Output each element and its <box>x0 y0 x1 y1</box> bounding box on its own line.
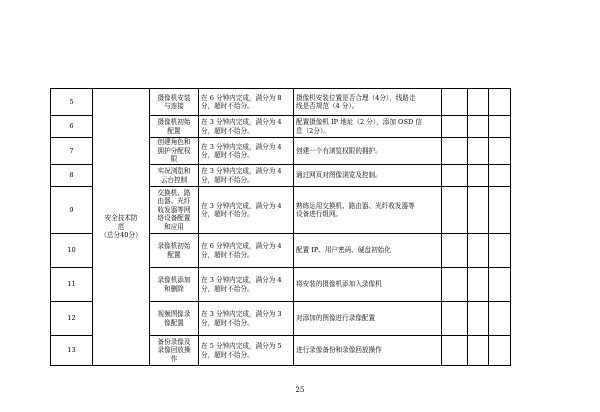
requirement-cell <box>199 138 294 165</box>
blank-cell <box>468 336 489 366</box>
requirement-line: 在 6 分钟内完成，满分为 8 <box>201 93 282 102</box>
blank-cell <box>489 268 511 302</box>
requirement-line: 在 3 分钟内完成，满分为 4 <box>201 118 282 127</box>
item-cell <box>150 89 199 116</box>
item-cell <box>150 187 199 234</box>
item-cell <box>150 268 199 302</box>
item-line: 录像机添加 <box>157 276 191 285</box>
item-line: 实况浏览和 <box>157 167 191 176</box>
requirement-line: 在 3 分钟内完成，满分为 4 <box>201 142 282 151</box>
table-row <box>51 89 511 116</box>
blank-cell <box>468 187 489 234</box>
blank-cell <box>468 302 489 336</box>
blank-cell <box>489 165 511 187</box>
item-line: 交换机、路 <box>157 188 191 197</box>
item-line: 由器、光纤 <box>157 197 191 206</box>
requirement-line: 分，超时不给分。 <box>201 102 254 110</box>
item-line: 视频图像录 <box>157 310 191 319</box>
requirement-cell <box>199 302 294 336</box>
item-cell <box>150 116 199 138</box>
blank-cell <box>442 268 468 302</box>
standard-line: 配置 IP、用户密码、硬盘初始化 <box>296 246 391 255</box>
standard-line: 设备进行组网。 <box>296 210 343 218</box>
standard-line: 对添加的图像进行录像配置 <box>296 314 376 323</box>
standard-cell <box>294 89 442 116</box>
item-line: 配置 <box>167 250 181 259</box>
category-label: （总分40分） <box>100 231 142 240</box>
blank-cell <box>468 165 489 187</box>
standard-line: 息（2分）。 <box>296 126 330 135</box>
requirement-line: 分，超时不给分。 <box>201 151 254 159</box>
item-line: 创建角色和 <box>157 138 191 147</box>
blank-cell <box>442 116 468 138</box>
requirement-line: 分，超时不给分。 <box>201 350 254 359</box>
blank-cell <box>468 268 489 302</box>
item-cell <box>150 234 199 268</box>
blank-cell <box>442 89 468 116</box>
item-line: 与连接 <box>164 102 184 110</box>
standard-line: 摄像机安装位置是否合理（4分），线路走 <box>296 93 416 102</box>
requirement-cell <box>199 89 294 116</box>
requirement-line: 分，超时不给分。 <box>201 210 254 218</box>
item-line: 限 <box>170 155 178 164</box>
standard-line: 线是否规范（4 分）。 <box>296 102 359 110</box>
item-cell <box>150 138 199 165</box>
standard-line: 将安装的摄像机添加入录像机 <box>296 280 382 289</box>
requirement-cell <box>199 336 294 366</box>
standard-line: 配置摄像机 IP 地址（2 分），添加 OSD 信 <box>296 118 422 127</box>
requirement-line: 在 3 分钟内完成，满分为 3 <box>201 310 282 319</box>
blank-cell <box>489 336 511 366</box>
page-number: 25 <box>295 386 305 394</box>
item-line: 配置 <box>167 126 181 135</box>
standard-cell <box>294 302 442 336</box>
requirement-line: 分，超时不给分。 <box>201 175 254 184</box>
requirement-line: 分，超时不给分。 <box>201 250 254 259</box>
blank-cell <box>442 336 468 366</box>
standard-line: 熟练运用交换机、路由器、光纤收发器等 <box>296 201 415 210</box>
item-line: 云台控制 <box>160 175 188 184</box>
standard-cell <box>294 268 442 302</box>
requirement-cell <box>199 165 294 187</box>
category-label: 安全技术防 <box>104 214 138 223</box>
standard-cell <box>294 234 442 268</box>
item-cell <box>150 165 199 187</box>
category-cell <box>93 89 150 366</box>
item-line: 拥护分配权 <box>157 146 191 155</box>
item-line: 和应用 <box>164 222 184 231</box>
standard-line: 创建一个有浏览权限的拥护。 <box>296 146 382 155</box>
requirement-line: 分，超时不给分。 <box>201 318 254 327</box>
item-line: 录像回放操 <box>157 346 191 355</box>
item-line: 备份录像及 <box>157 337 191 346</box>
item-line: 收发器等网 <box>157 205 191 214</box>
category-label: 范 <box>117 222 125 231</box>
row-number: 9 <box>51 187 93 234</box>
item-line: 摄像机初始 <box>157 118 191 127</box>
item-line: 摄像机安装 <box>157 93 191 102</box>
row-number: 5 <box>51 89 93 116</box>
requirement-cell <box>199 187 294 234</box>
item-line: 作 <box>170 354 178 363</box>
blank-cell <box>489 116 511 138</box>
requirement-cell <box>199 268 294 302</box>
row-number: 11 <box>51 268 93 302</box>
blank-cell <box>442 138 468 165</box>
blank-cell <box>468 234 489 268</box>
item-line: 络设备配置 <box>157 214 191 223</box>
requirement-line: 在 3 分钟内完成，满分为 4 <box>201 167 282 176</box>
standard-cell <box>294 336 442 366</box>
requirement-cell <box>199 116 294 138</box>
scoring-table <box>50 88 511 366</box>
row-number: 6 <box>51 116 93 138</box>
standard-cell <box>294 165 442 187</box>
requirement-line: 分，超时不给分。 <box>201 126 254 135</box>
blank-cell <box>489 234 511 268</box>
item-line: 和删除 <box>164 284 184 293</box>
blank-cell <box>468 89 489 116</box>
row-number: 12 <box>51 302 93 336</box>
blank-cell <box>442 165 468 187</box>
requirement-line: 在 3 分钟内完成，满分为 4 <box>201 201 282 210</box>
item-cell <box>150 336 199 366</box>
requirement-line: 在 6 分钟内完成，满分为 4 <box>201 242 282 251</box>
blank-cell <box>489 187 511 234</box>
blank-cell <box>442 187 468 234</box>
blank-cell <box>489 302 511 336</box>
requirement-line: 分，超时不给分。 <box>201 284 254 293</box>
row-number: 13 <box>51 336 93 366</box>
row-number: 8 <box>51 165 93 187</box>
blank-cell <box>489 89 511 116</box>
row-number: 10 <box>51 234 93 268</box>
item-line: 录像机初始 <box>157 242 191 251</box>
standard-cell <box>294 138 442 165</box>
requirement-line: 在 5 分钟内完成，满分为 5 <box>201 342 282 351</box>
blank-cell <box>468 138 489 165</box>
blank-cell <box>442 234 468 268</box>
standard-line: 通过网页对图像浏览及控制。 <box>296 171 382 180</box>
requirement-cell <box>199 234 294 268</box>
standard-line: 进行录像备份和录像回放操作 <box>296 346 382 355</box>
blank-cell <box>442 302 468 336</box>
standard-cell <box>294 116 442 138</box>
row-number: 7 <box>51 138 93 165</box>
requirement-line: 在 3 分钟内完成，满分为 4 <box>201 276 282 285</box>
item-cell <box>150 302 199 336</box>
blank-cell <box>489 138 511 165</box>
blank-cell <box>468 116 489 138</box>
item-line: 像配置 <box>164 318 184 327</box>
standard-cell <box>294 187 442 234</box>
